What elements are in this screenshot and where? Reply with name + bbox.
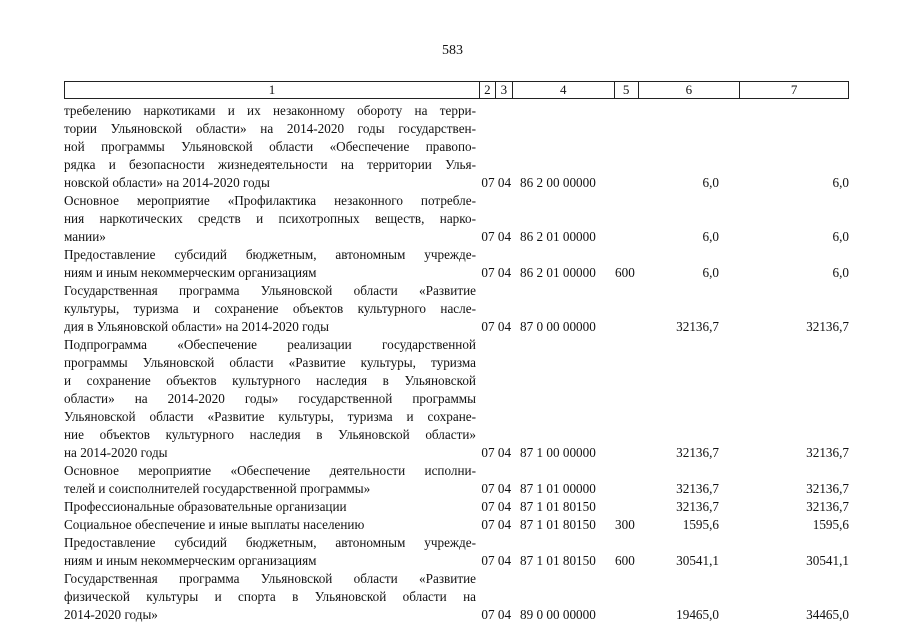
description-line: Государственная программа Ульяновской области «Развитие — [64, 571, 476, 586]
table-row — [64, 282, 849, 336]
description-line: Социальное обеспечение и иные выплаты населению — [64, 517, 365, 532]
section-code: 07 — [481, 607, 495, 622]
amount-col-6: 32136,7 — [676, 499, 719, 514]
amount-col-6: 1595,6 — [682, 517, 719, 532]
row-description — [64, 534, 480, 570]
header-col-7: 7 — [790, 82, 798, 97]
description-line: Государственная программа Ульяновской области «Развитие — [64, 283, 476, 298]
description-line: ниям и иным некоммерческим организациям — [64, 553, 317, 568]
section-code: 07 — [481, 229, 495, 244]
target-article-code: 87 1 01 80150 — [520, 517, 596, 532]
subsection-code: 04 — [497, 517, 512, 532]
amount-col-6: 32136,7 — [676, 445, 719, 460]
header-col-2: 2 — [480, 82, 496, 98]
description-line: культуры, туризма и сохранение объектов культурного насле- — [64, 301, 476, 316]
table-body — [64, 102, 849, 624]
header-col-6: 6 — [639, 82, 741, 98]
subsection-code: 04 — [497, 319, 512, 334]
description-line: ной программы Ульяновской области «Обеспечение правопо- — [64, 139, 476, 154]
amount-col-7: 6,0 — [832, 229, 849, 244]
description-line: и сохранение объектов культурного наследия в Ульяновской — [64, 373, 476, 388]
table-row — [64, 498, 849, 516]
table-row — [64, 534, 849, 570]
row-description — [64, 462, 480, 498]
section-code: 07 — [481, 481, 495, 496]
row-description — [64, 246, 480, 282]
description-line: Предоставление субсидий бюджетным, автономным учрежде- — [64, 247, 476, 262]
row-description — [64, 336, 480, 462]
subsection-code: 04 — [497, 229, 512, 244]
table-row — [64, 516, 849, 534]
description-line: новской области» на 2014-2020 годы — [64, 175, 270, 190]
section-code: 07 — [481, 175, 495, 190]
description-line: Предоставление субсидий бюджетным, автономным учрежде- — [64, 535, 476, 550]
table-row — [64, 102, 849, 192]
header-col-5: 5 — [615, 82, 639, 98]
expense-type-code: 600 — [615, 553, 635, 568]
section-code: 07 — [481, 445, 495, 460]
table-row — [64, 192, 849, 246]
description-line: Основное мероприятие «Обеспечение деятельности исполни- — [64, 463, 476, 478]
description-line: тории Ульяновской области» на 2014-2020 годы государствен- — [64, 121, 476, 136]
target-article-code: 86 2 01 00000 — [520, 265, 596, 280]
header-col-4: 4 — [513, 82, 615, 98]
table-row — [64, 336, 849, 462]
subsection-code: 04 — [497, 553, 512, 568]
subsection-code: 04 — [497, 481, 512, 496]
header-col-1: 1 — [65, 82, 480, 98]
subsection-code: 04 — [497, 265, 512, 280]
page-number: 583 — [442, 43, 463, 58]
amount-col-7: 32136,7 — [806, 481, 849, 496]
description-line: телей и соисполнителей государственной программы» — [64, 481, 371, 496]
amount-col-6: 6,0 — [702, 265, 719, 280]
amount-col-6: 19465,0 — [676, 607, 719, 622]
row-description — [64, 102, 480, 192]
amount-col-6: 6,0 — [702, 229, 719, 244]
description-line: рядка и безопасности жизнедеятельности на территории Улья- — [64, 157, 476, 172]
amount-col-6: 30541,1 — [676, 553, 719, 568]
table-header — [64, 81, 849, 99]
header-col-3: 3 — [496, 82, 513, 98]
row-description — [64, 516, 480, 534]
subsection-code: 04 — [497, 499, 512, 514]
amount-col-6: 32136,7 — [676, 319, 719, 334]
amount-col-6: 6,0 — [702, 175, 719, 190]
table-row — [64, 462, 849, 498]
target-article-code: 86 2 01 00000 — [520, 229, 596, 244]
section-code: 07 — [481, 265, 495, 280]
description-line: мании» — [64, 229, 106, 244]
section-code: 07 — [481, 499, 495, 514]
section-code: 07 — [481, 517, 495, 532]
row-description — [64, 282, 480, 336]
description-line: программы Ульяновской области «Развитие культуры, туризма — [64, 355, 476, 370]
target-article-code: 87 1 01 80150 — [520, 553, 596, 568]
subsection-code: 04 — [497, 607, 512, 622]
target-article-code: 87 1 01 00000 — [520, 481, 596, 496]
expense-type-code: 600 — [615, 265, 635, 280]
amount-col-7: 34465,0 — [806, 607, 849, 622]
target-article-code: 87 1 01 80150 — [520, 499, 596, 514]
expense-type-code: 300 — [615, 517, 635, 532]
amount-col-7: 6,0 — [832, 175, 849, 190]
amount-col-7: 30541,1 — [806, 553, 849, 568]
amount-col-7: 1595,6 — [812, 517, 849, 532]
description-line: 2014-2020 годы» — [64, 607, 158, 622]
target-article-code: 87 1 00 00000 — [520, 445, 596, 460]
description-line: ниям и иным некоммерческим организациям — [64, 265, 317, 280]
description-line: дия в Ульяновской области» на 2014-2020 годы — [64, 319, 329, 334]
target-article-code: 89 0 00 00000 — [520, 607, 596, 622]
subsection-code: 04 — [497, 445, 512, 460]
description-line: Основное мероприятие «Профилактика незаконного потребле- — [64, 193, 476, 208]
table-row — [64, 246, 849, 282]
amount-col-7: 6,0 — [832, 265, 849, 280]
section-code: 07 — [481, 319, 495, 334]
description-line: ние объектов культурного наследия в Ульяновской области» — [64, 427, 476, 442]
amount-col-7: 32136,7 — [806, 319, 849, 334]
row-description — [64, 570, 480, 624]
section-code: 07 — [481, 553, 495, 568]
description-line: ния наркотических средств и психотропных веществ, нарко- — [64, 211, 476, 226]
description-line: области» на 2014-2020 годы» государственной программы — [64, 391, 476, 406]
table-row — [64, 570, 849, 624]
row-description — [64, 498, 480, 516]
amount-col-7: 32136,7 — [806, 499, 849, 514]
description-line: требелению наркотиками и их незаконному обороту на терри- — [64, 103, 476, 118]
target-article-code: 86 2 00 00000 — [520, 175, 596, 190]
description-line: Ульяновской области «Развитие культуры, туризма и сохране- — [64, 409, 476, 424]
amount-col-6: 32136,7 — [676, 481, 719, 496]
description-line: Подпрограмма «Обеспечение реализации государственной — [64, 337, 476, 352]
row-description — [64, 192, 480, 246]
description-line: Профессиональные образовательные организации — [64, 499, 347, 514]
target-article-code: 87 0 00 00000 — [520, 319, 596, 334]
description-line: на 2014-2020 годы — [64, 445, 168, 460]
amount-col-7: 32136,7 — [806, 445, 849, 460]
description-line: физической культуры и спорта в Ульяновской области на — [64, 589, 476, 604]
subsection-code: 04 — [497, 175, 512, 190]
